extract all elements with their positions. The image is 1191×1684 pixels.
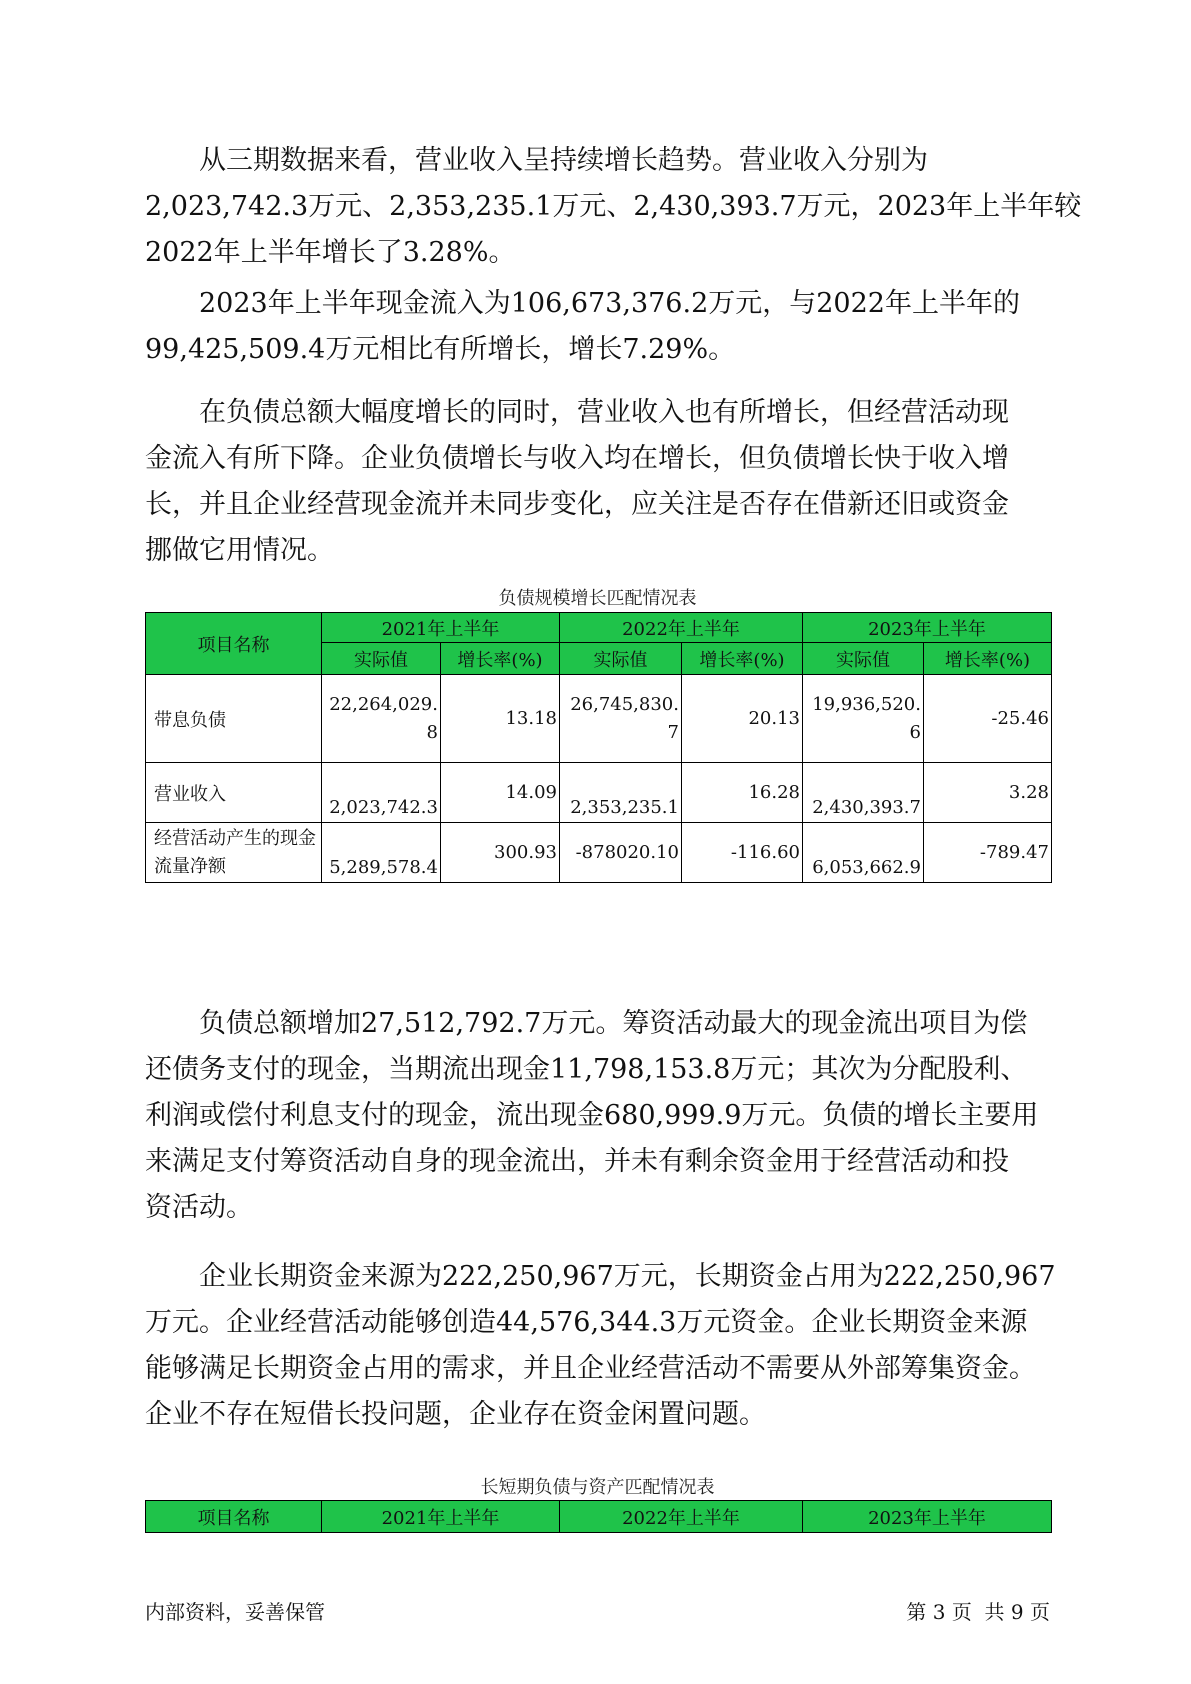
cell-rate: 300.93 [441,823,560,883]
text-line: 99,425,509.4万元相比有所增长，增长7.29%。 [145,334,736,365]
text-line: 金流入有所下降。企业负债增长与收入均在增长，但负债增长快于收入增 [145,443,1009,474]
header-rate: 增长率(%) [441,643,560,675]
table-row [146,763,1052,823]
header-period: 2023年上半年 [803,1501,1052,1533]
cell-rate: -789.47 [924,823,1052,883]
header-item-name: 项目名称 [146,613,322,675]
cell-rate: 13.18 [441,675,560,763]
header-period: 2022年上半年 [560,1501,803,1533]
paragraph-financing-outflow [145,1001,1050,1231]
text-line: 利润或偿付利息支付的现金，流出现金680,999.9万元。负债的增长主要用 [145,1100,1039,1131]
cell-rate: -116.60 [682,823,803,883]
text-line: 能够满足长期资金占用的需求，并且企业经营活动不需要从外部筹集资金。 [145,1353,1036,1384]
text-line: 2023年上半年现金流入为106,673,376.2万元，与2022年上半年的 [199,288,1020,319]
debt-asset-match-table [145,1500,1052,1533]
table-row [146,675,1052,763]
text-line: 2,023,742.3万元、2,353,235.1万元、2,430,393.7万元，2023年上半年较 [145,191,1082,222]
text-line: 在负债总额大幅度增长的同时，营业收入也有所增长，但经营活动现 [199,397,1009,428]
header-rate: 增长率(%) [682,643,803,675]
cell-actual: 22,264,029.8 [322,675,441,763]
cell-rate: 3.28 [924,763,1052,823]
text-line: 还债务支付的现金，当期流出现金11,798,153.8万元；其次为分配股利、 [145,1054,1028,1085]
footer-confidential-note: 内部资料，妥善保管 [145,1600,325,1624]
debt-growth-table [145,612,1052,883]
cell-rate: 14.09 [441,763,560,823]
cell-rate: -25.46 [924,675,1052,763]
text-line: 企业长期资金来源为222,250,967万元，长期资金占用为222,250,967 [199,1261,1056,1292]
header-item-name: 项目名称 [146,1501,322,1533]
paragraph-cash-inflow [145,281,1050,373]
cell-actual: 2,023,742.3 [322,763,441,823]
cell-rate: 16.28 [682,763,803,823]
cell-actual: 6,053,662.9 [803,823,924,883]
header-period: 2022年上半年 [560,613,803,643]
row-name: 带息负债 [146,675,322,763]
cell-actual: 5,289,578.4 [322,823,441,883]
cell-rate: 20.13 [682,675,803,763]
paragraph-long-term-funds [145,1254,1056,1438]
text-line: 负债总额增加27,512,792.7万元。筹资活动最大的现金流出项目为偿 [199,1008,1028,1039]
text-line: 挪做它用情况。 [145,535,334,566]
header-actual: 实际值 [322,643,441,675]
cell-actual: 19,936,520.6 [803,675,924,763]
header-period: 2021年上半年 [322,1501,560,1533]
header-period: 2023年上半年 [803,613,1052,643]
row-name: 营业收入 [146,763,322,823]
table-caption: 负债规模增长匹配情况表 [498,588,697,609]
paragraph-revenue-trend [145,138,1082,276]
cell-actual: 2,430,393.7 [803,763,924,823]
cell-actual: -878020.10 [560,823,682,883]
text-line: 万元。企业经营活动能够创造44,576,344.3万元资金。企业长期资金来源 [145,1307,1028,1338]
row-name: 经营活动产生的现金流量净额 [146,823,322,883]
paragraph-debt-analysis [145,390,1050,574]
header-actual: 实际值 [560,643,682,675]
header-actual: 实际值 [803,643,924,675]
header-rate: 增长率(%) [924,643,1052,675]
cell-actual: 26,745,830.7 [560,675,682,763]
text-line: 从三期数据来看，营业收入呈持续增长趋势。营业收入分别为 [199,145,928,176]
header-period: 2021年上半年 [322,613,560,643]
text-line: 企业不存在短借长投问题，企业存在资金闲置问题。 [145,1399,766,1430]
table-row [146,823,1052,883]
table-caption: 长短期负债与资产匹配情况表 [480,1477,715,1498]
text-line: 长，并且企业经营现金流并未同步变化，应关注是否存在借新还旧或资金 [145,489,1009,520]
footer-page-number: 第 3 页 共 9 页 [906,1600,1050,1624]
cell-actual: 2,353,235.1 [560,763,682,823]
text-line: 来满足支付筹资活动自身的现金流出，并未有剩余资金用于经营活动和投 [145,1146,1009,1177]
text-line: 资活动。 [145,1192,253,1223]
text-line: 2022年上半年增长了3.28%。 [145,237,516,268]
